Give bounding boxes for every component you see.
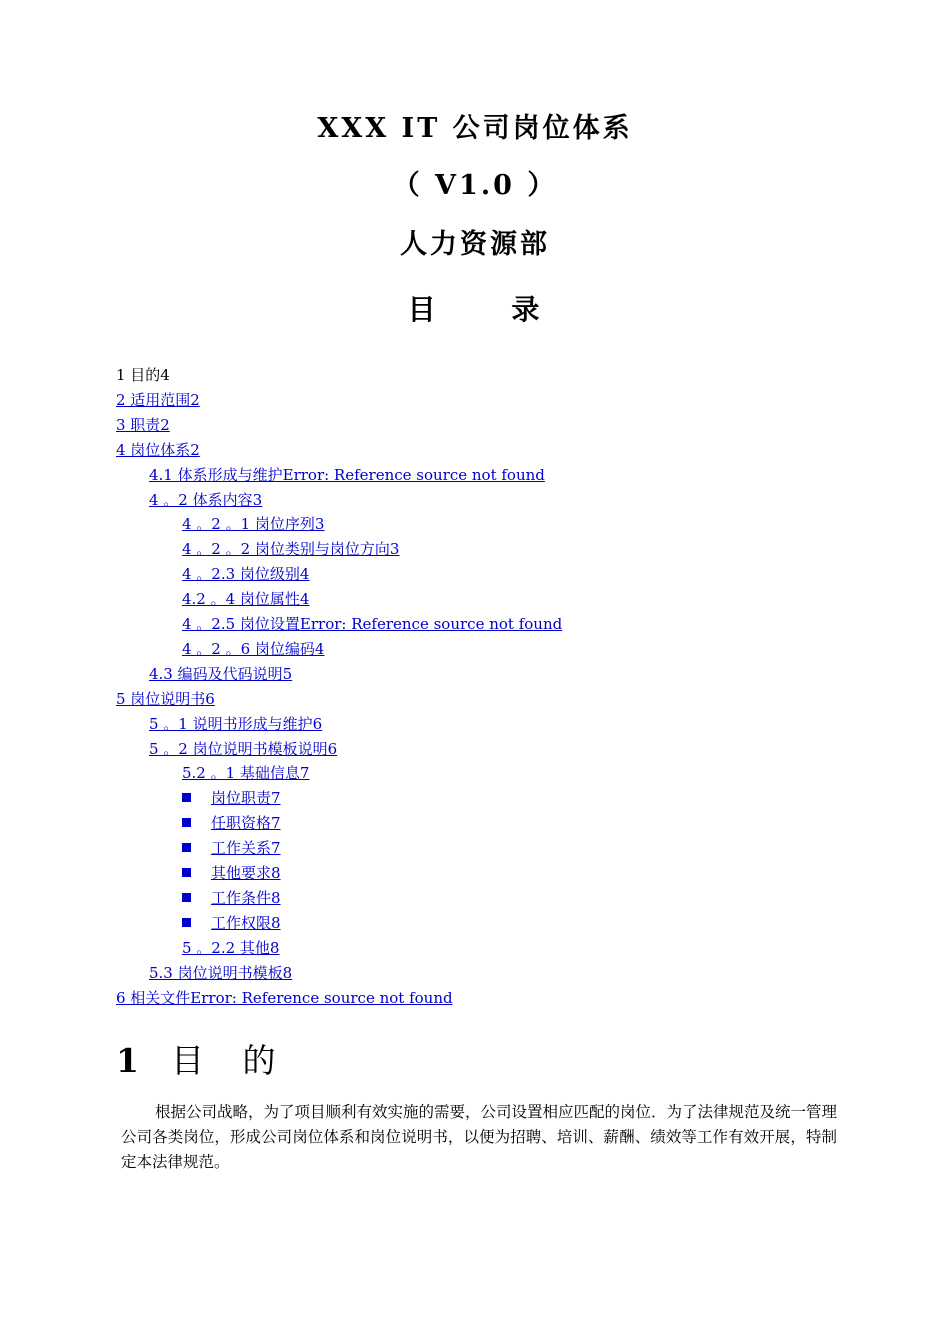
toc-entry[interactable]	[182, 813, 281, 833]
toc-entry[interactable]	[116, 390, 200, 410]
toc-entry[interactable]	[116, 415, 170, 435]
toc-entry-label: 4 。2.5 岗位设置Error: Reference source not found	[182, 615, 563, 633]
toc-entry-label: 4 岗位体系2	[116, 441, 200, 459]
toc-entry-label: 其他要求8	[211, 864, 281, 882]
section-heading	[116, 1035, 289, 1082]
doc-department: 人力资源部	[400, 229, 550, 260]
toc-entry[interactable]	[149, 490, 262, 510]
toc-entry-label: 5 岗位说明书6	[116, 690, 215, 708]
toc-entry-label: 工作权限8	[211, 914, 281, 932]
toc-entry-label: 工作关系7	[211, 839, 281, 857]
toc-entry[interactable]	[182, 614, 562, 634]
toc-entry[interactable]	[149, 465, 545, 485]
toc-entry-label: 4 。2 。2 岗位类别与岗位方向3	[182, 540, 400, 558]
bullet-square-icon	[182, 818, 191, 827]
toc-entry-label: 3 职责2	[116, 416, 170, 434]
toc-entry[interactable]	[182, 913, 281, 933]
toc-entry-label: 4.3 编码及代码说明5	[149, 665, 293, 683]
section-number: 1	[116, 1041, 141, 1080]
toc-entry[interactable]	[116, 440, 200, 460]
toc-entry-label: 4 。2 。1 岗位序列3	[182, 515, 325, 533]
toc-entry-label: 2 适用范围2	[116, 391, 200, 409]
toc-entry[interactable]	[149, 714, 322, 734]
doc-title: XXX IT 公司岗位体系	[317, 113, 633, 144]
toc-entry-label: 5 。2 岗位说明书模板说明6	[149, 740, 338, 758]
toc-entry-label: 4.1 体系形成与维护Error: Reference source not found	[149, 466, 545, 484]
bullet-square-icon	[182, 893, 191, 902]
toc-entry-label: 1 目的4	[116, 366, 170, 384]
toc-entry[interactable]	[182, 639, 324, 659]
toc-entry[interactable]	[116, 689, 215, 709]
toc-entry-label: 6 相关文件Error: Reference source not found	[116, 989, 453, 1007]
toc-entry-label: 工作条件8	[211, 889, 281, 907]
bullet-square-icon	[182, 843, 191, 852]
toc-entry-label: 4.2 。4 岗位属性4	[182, 590, 310, 608]
toc-entry[interactable]	[182, 838, 281, 858]
bullet-square-icon	[182, 793, 191, 802]
toc-entry[interactable]	[182, 938, 279, 958]
toc-entry[interactable]	[149, 664, 292, 684]
toc-entry[interactable]	[182, 763, 309, 783]
toc-entry[interactable]	[182, 564, 309, 584]
toc-entry-label: 4 。2 。6 岗位编码4	[182, 640, 325, 658]
toc-entry[interactable]	[182, 788, 281, 808]
section-title: 目 的	[170, 1041, 290, 1080]
toc-entry[interactable]	[149, 963, 292, 983]
toc-entry-label: 任职资格7	[211, 814, 281, 832]
toc-entry[interactable]	[149, 739, 337, 759]
toc-entry-label: 5 。2.2 其他8	[182, 939, 280, 957]
bullet-square-icon	[182, 918, 191, 927]
toc-entry-label: 岗位职责7	[211, 789, 281, 807]
toc-entry-label: 4 。2.3 岗位级别4	[182, 565, 310, 583]
bullet-square-icon	[182, 868, 191, 877]
doc-version: （ V1.0 ）	[392, 170, 558, 201]
toc-entry	[116, 365, 170, 385]
toc-entry[interactable]	[182, 539, 399, 559]
toc-entry-label: 5.2 。1 基础信息7	[182, 764, 310, 782]
section-paragraph: 根据公司战略，为了项目顺利有效实施的需要，公司设置相应匹配的岗位．为了法律规范及统一管理公司各类岗位，形成公司岗位体系和岗位说明书，以便为招聘、培训、薪酬、绩效等工作有效开展，特制定本法律规范。	[121, 1103, 838, 1171]
toc-entry[interactable]	[116, 988, 453, 1008]
toc-entry[interactable]	[182, 589, 309, 609]
toc-entry-label: 4 。2 体系内容3	[149, 491, 263, 509]
toc-heading: 目 录	[407, 293, 543, 326]
toc-entry[interactable]	[182, 863, 281, 883]
toc-entry[interactable]	[182, 888, 281, 908]
toc-entry-label: 5.3 岗位说明书模板8	[149, 964, 293, 982]
toc-entry[interactable]	[182, 514, 324, 534]
toc-entry-label: 5 。1 说明书形成与维护6	[149, 715, 323, 733]
